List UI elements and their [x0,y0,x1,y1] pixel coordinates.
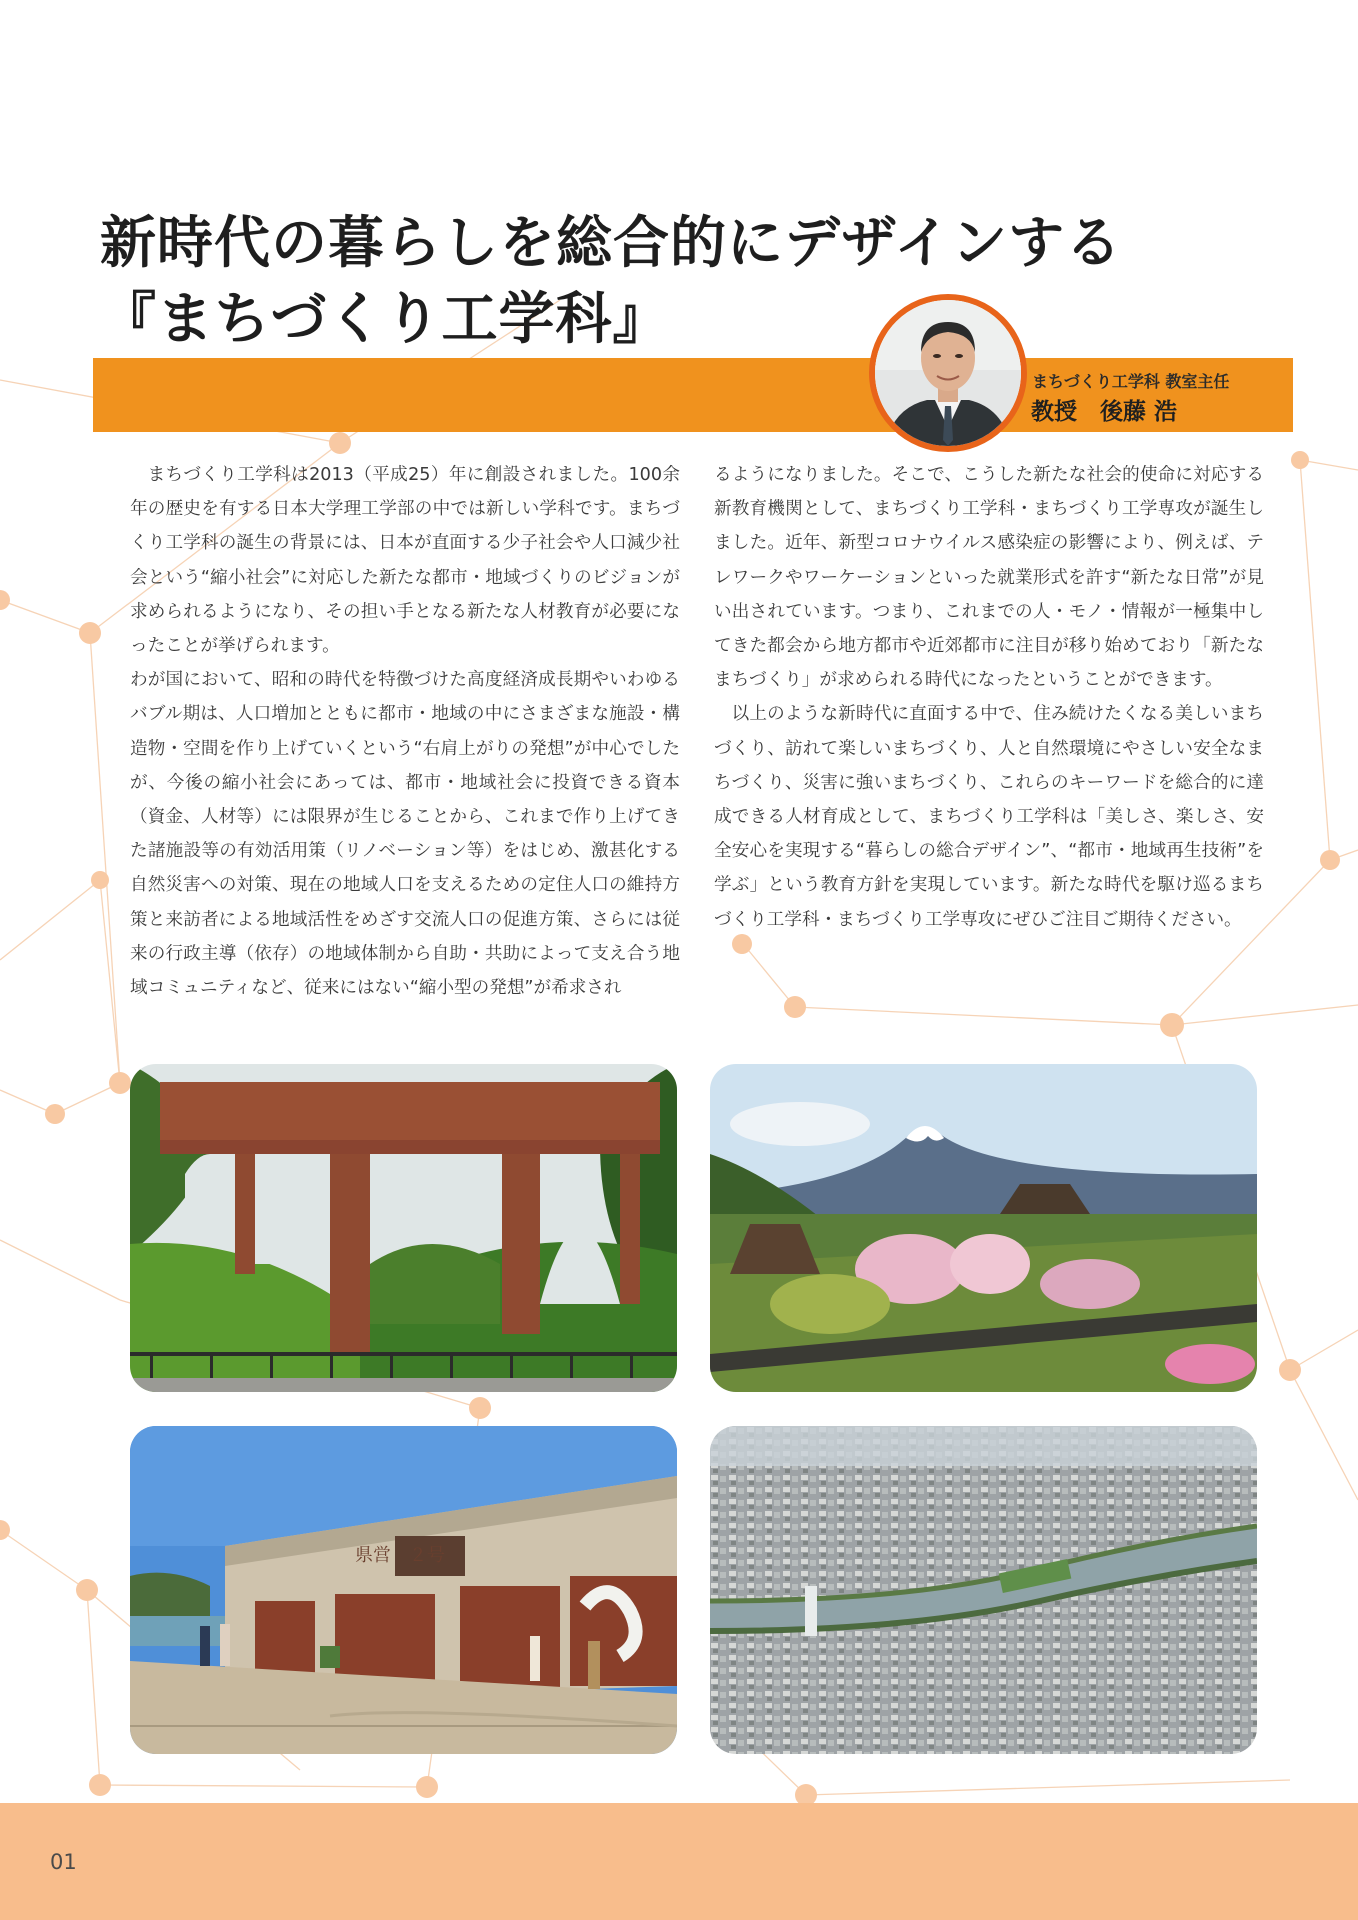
title-line-1: 新時代の暮らしを総合的にデザインする [100,210,1123,276]
photo-brick-arch-bridge [130,1064,677,1392]
body-paragraph: 以上のような新時代に直面する中で、住み続けたくなる美しいまちづくり、訪れて楽しいまちづくり、人と自然環境にやさしい安全なまちづくり、災害に強いまちづくり、これらのキーワードを総合的に達成できる人材育成として、まちづくり工学科は「美しさ、楽しさ、安全安心を実現する“暮らしの総合デザイン”、“都市・地域再生技術”を学ぶ」という教育方針を実現しています。新たな時代を駆け巡るまちづくり工学科・まちづくり工学専攻にぜひご注目ご期待ください。 [714,704,1264,930]
professor-portrait [869,294,1027,452]
photo-mount-fuji-village [710,1064,1257,1392]
page-number: 01 [50,1850,77,1874]
warehouse-sign: 県営 ２号 [355,1545,445,1566]
photo-aerial-city-river [710,1426,1257,1754]
body-column-right [714,458,1264,937]
body-paragraph: るようになりました。そこで、こうした新たな社会的使命に対応する新教育機関として、まちづくり工学科・まちづくり工学専攻が誕生しました。近年、新型コロナウイルス感染症の影響により、例えば、テレワークやワーケーションといった就業形式を許す“新たな日常”が見い出されています。つまり、これまでの人・モノ・情報が一極集中してきた都会から地方都市や近郊都市に注目が移り始めており「新たなまちづくり」が求められる時代になったということができます。 [714,465,1264,691]
photo-renovated-warehouse [130,1426,677,1754]
professor-name: 教授 後藤 浩 [1031,399,1178,425]
body-paragraph: わが国において、昭和の時代を特徴づけた高度経済成長期やいわゆるバブル期は、人口増加とともに都市・地域の中にさまざまな施設・構造物・空間を作り上げていくという“右肩上がりの発想”が中心でしたが、今後の縮小社会にあっては、都市・地域社会に投資できる資本（資金、人材等）には限界が生じることから、これまで作り上げてきた諸施設等の有効活用策（リノベーション等）をはじめ、激甚化する自然災害への対策、現在の地域人口を支えるための定住人口の維持方策と来訪者による地域活性をめざす交流人口の促進方策、さらには従来の行政主導（依存）の地域体制から自助・共助によって支え合う地域コミュニティなど、従来にはない“縮小型の発想”が希求され [130,670,680,999]
footer-band [0,1803,1358,1920]
professor-role: まちづくり工学科 教室主任 [1032,372,1230,391]
body-column-left [130,458,680,1005]
title-line-2: 『まちづくり工学科』 [100,286,670,352]
body-paragraph: まちづくり工学科は2013（平成25）年に創設されました。100余年の歴史を有する日本大学理工学部の中では新しい学科です。まちづくり工学科の誕生の背景には、日本が直面する少子社会や人口減少社会という“縮小社会”に対応した新たな都市・地域づくりのビジョンが求められるようになり、その担い手となる新たな人材教育が必要になったことが挙げられます。 [130,465,680,657]
